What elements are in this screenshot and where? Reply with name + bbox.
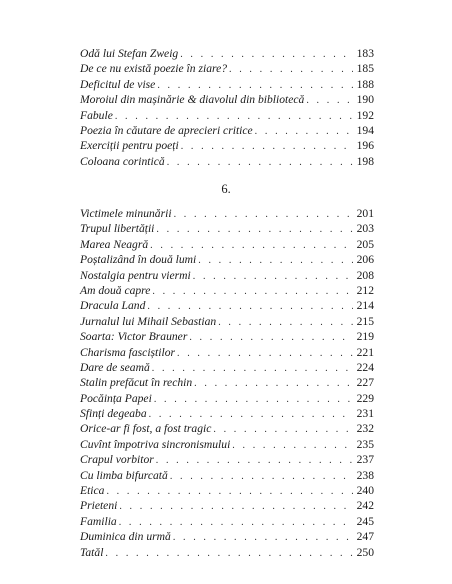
toc-entry-title: Trupul libertății (80, 222, 155, 236)
dot-leader (198, 253, 352, 268)
toc-entry (80, 498, 374, 513)
toc-entry-title: Dracula Land (80, 299, 146, 313)
toc-entry-page-number: 203 (356, 222, 374, 236)
toc-entry-title: Sfinți degeaba (80, 407, 147, 421)
toc-entry-page-number: 245 (356, 514, 374, 528)
toc-entry-title: Soarta: Victor Brauner (80, 330, 188, 344)
toc-section-top (80, 46, 374, 169)
dot-leader (170, 469, 353, 484)
toc-entry-page-number: 188 (356, 77, 374, 91)
toc-entry (80, 375, 374, 390)
dot-leader (232, 438, 352, 453)
dot-leader (147, 299, 352, 314)
toc-entry-title: Fabule (80, 108, 113, 122)
toc-entry-title: Prieteni (80, 499, 118, 513)
dot-leader (154, 392, 353, 407)
toc-entry (80, 529, 374, 544)
toc-entry (80, 345, 374, 360)
toc-entry (80, 221, 374, 236)
toc-entry-title: Orice-ar fi fost, a fost tragic (80, 422, 212, 436)
toc-entry (80, 283, 374, 298)
toc-entry-title: Poștalizând în două lumi (80, 253, 197, 267)
toc-entry (80, 514, 374, 529)
toc-entry (80, 545, 374, 560)
toc-entry-page-number: 205 (356, 237, 374, 251)
dot-leader (156, 222, 352, 237)
dot-leader (306, 93, 352, 108)
dot-leader (189, 330, 352, 345)
dot-leader (149, 407, 353, 422)
toc-entry (80, 108, 374, 123)
toc-entry-page-number: 231 (356, 407, 374, 421)
toc-entry-page-number: 227 (356, 376, 374, 390)
dot-leader (213, 422, 352, 437)
toc-entry-page-number: 242 (356, 499, 374, 513)
toc-entry-page-number: 198 (356, 154, 374, 168)
toc-entry (80, 329, 374, 344)
toc-section-6 (80, 206, 374, 560)
toc-entry-title: Nostalgia pentru viermi (80, 268, 191, 282)
toc-entry-page-number: 196 (356, 139, 374, 153)
toc-entry (80, 237, 374, 252)
toc-entry-page-number: 201 (356, 207, 374, 220)
toc-entry (80, 206, 374, 221)
dot-leader (156, 453, 353, 468)
toc-entry-title: Etica (80, 484, 105, 498)
toc-entry (80, 421, 374, 436)
toc-entry-page-number: 235 (356, 437, 374, 451)
section-heading-6: 6. (221, 182, 231, 196)
toc-entry (80, 77, 374, 92)
toc-entry (80, 61, 374, 76)
toc-entry-page-number: 190 (356, 93, 374, 107)
dot-leader (229, 62, 353, 77)
toc-entry-page-number: 229 (356, 391, 374, 405)
toc-entry (80, 468, 374, 483)
dot-leader (181, 139, 353, 154)
toc-entry-page-number: 221 (356, 345, 374, 359)
toc-entry-page-number: 219 (356, 330, 374, 344)
toc-entry-page-number: 238 (356, 468, 374, 482)
toc-entry-title: Deficitul de vise (80, 77, 156, 91)
toc-entry (80, 298, 374, 313)
toc-entry-title: De ce nu există poezie în ziare? (80, 62, 228, 76)
toc-entry-page-number: 206 (356, 253, 374, 267)
toc-entry-page-number: 183 (356, 47, 374, 60)
toc-entry-title: Exerciții pentru poeți (80, 139, 179, 153)
toc-entry-title: Cuvînt împotriva sincronismului (80, 437, 231, 451)
dot-leader (174, 207, 353, 222)
toc-entry-title: Jurnalul lui Mihail Sebastian (80, 314, 217, 328)
toc-entry-title: Duminica din urmă (80, 530, 171, 544)
toc-entry (80, 138, 374, 153)
toc-entry-title: Charisma fasciștilor (80, 345, 176, 359)
toc-entry-page-number: 194 (356, 123, 374, 137)
toc-entry-title: Odă lui Stefan Zweig (80, 47, 179, 60)
toc-entry-page-number: 250 (356, 545, 374, 559)
toc-entry (80, 360, 374, 375)
toc-entry-title: Pocăința Papei (80, 391, 152, 405)
toc-entry-title: Coloana corintică (80, 154, 165, 168)
toc-entry-title: Familia (80, 514, 117, 528)
toc-entry (80, 406, 374, 421)
dot-leader (152, 284, 352, 299)
toc-entry (80, 391, 374, 406)
toc-entry (80, 314, 374, 329)
dot-leader (218, 315, 352, 330)
dot-leader (255, 124, 353, 139)
toc-entry-page-number: 247 (356, 530, 374, 544)
dot-leader (119, 499, 352, 514)
toc-entry-title: Cu limba bifurcată (80, 468, 168, 482)
toc-entry-title: Crapul vorbitor (80, 453, 154, 467)
toc-entry-title: Stalin prefăcut în rechin (80, 376, 193, 390)
dot-leader (180, 47, 352, 62)
toc-entry-page-number: 237 (356, 453, 374, 467)
toc-entry-page-number: 192 (356, 108, 374, 122)
dot-leader (167, 155, 353, 170)
dot-leader (105, 546, 352, 561)
toc-entry-title: Tatăl (80, 545, 104, 559)
dot-leader (193, 269, 353, 284)
dot-leader (152, 361, 353, 376)
toc-entry-page-number: 215 (356, 314, 374, 328)
toc-entry (80, 92, 374, 107)
toc-entry-page-number: 185 (356, 62, 374, 76)
toc-entry (80, 268, 374, 283)
dot-leader (194, 376, 352, 391)
dot-leader (177, 346, 353, 361)
toc-entry (80, 483, 374, 498)
toc-entry-page-number: 232 (356, 422, 374, 436)
toc-entry-page-number: 224 (356, 360, 374, 374)
toc-entry-title: Am două capre (80, 283, 151, 297)
toc-entry-page-number: 240 (356, 484, 374, 498)
toc-entry-page-number: 214 (356, 299, 374, 313)
dot-leader (157, 78, 352, 93)
toc-entry-title: Victimele minunării (80, 207, 172, 220)
toc-entry (80, 123, 374, 138)
toc-entry (80, 437, 374, 452)
toc-entry-title: Poezia în căutare de aprecieri critice (80, 123, 253, 137)
dot-leader (150, 238, 352, 253)
dot-leader (115, 109, 353, 124)
dot-leader (173, 530, 353, 545)
toc-entry (80, 452, 374, 467)
toc-entry (80, 154, 374, 169)
toc-entry-page-number: 208 (356, 268, 374, 282)
toc-entry-page-number: 212 (356, 283, 374, 297)
dot-leader (106, 484, 352, 499)
dot-leader (119, 515, 353, 530)
toc-entry (80, 46, 374, 61)
toc-entry-title: Moroiul din mașinărie & diavolul din bibliotecă (80, 93, 305, 107)
toc-entry-title: Marea Neagră (80, 237, 149, 251)
toc-entry-title: Dare de seamă (80, 360, 150, 374)
toc-entry (80, 252, 374, 267)
